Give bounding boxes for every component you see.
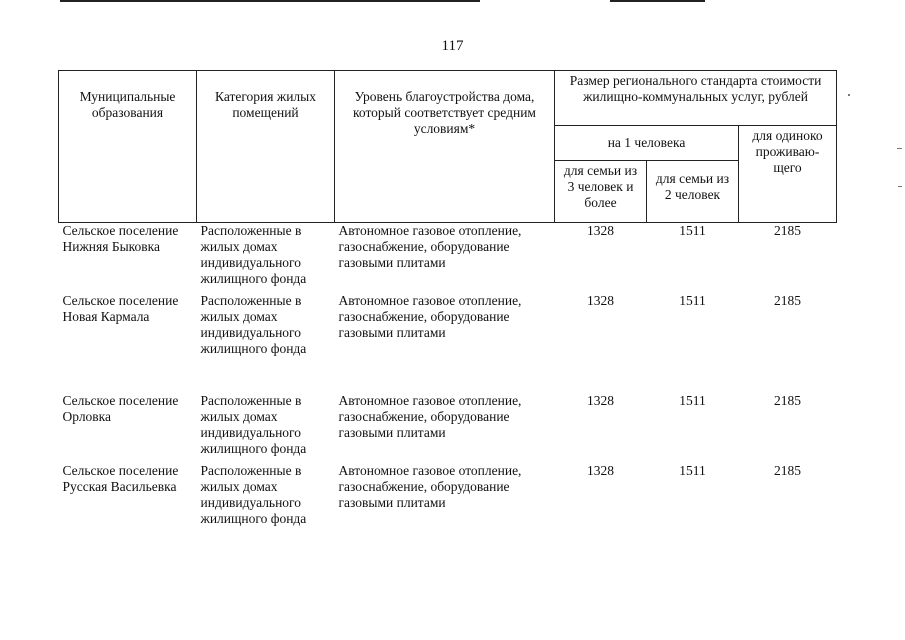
page-number: 117: [441, 38, 464, 54]
scan-dot: [848, 94, 850, 96]
cell-single: 2185: [774, 392, 802, 408]
cell-category: Расположенные в жилых домах индивидуального жилищного фонда: [200, 462, 307, 526]
header-municipality: Муниципальные образования: [59, 71, 197, 223]
cell-family-2: 1511: [679, 223, 706, 238]
cell-level: Автономное газовое отопление, газоснабжение, оборудование газовыми плитами: [338, 392, 522, 440]
table-row: [59, 293, 837, 393]
cell-single: 2185: [774, 223, 802, 238]
table-row: [59, 223, 837, 293]
header-level: Уровень благоустройства дома, который соответствует средним условиям*: [335, 71, 555, 223]
cell-level: Автономное газовое отопление, газоснабжение, оборудование газовыми плитами: [338, 223, 522, 270]
cell-municipality: Сельское поселение Орловка: [62, 392, 179, 424]
cell-family-2: 1511: [679, 292, 706, 308]
cell-family-3: 1328: [587, 292, 614, 308]
scan-dash: [898, 186, 902, 187]
scan-edge-line: [610, 0, 705, 2]
header-family-2: для семьи из 2 человек: [647, 161, 739, 223]
table-row: [59, 463, 837, 533]
cell-family-2: 1511: [679, 462, 706, 478]
cell-family-2: 1511: [679, 392, 706, 408]
cell-single: 2185: [774, 462, 802, 478]
housing-standard-table: [58, 70, 837, 533]
header-single: для одиноко проживаю-щего: [739, 126, 837, 223]
cell-family-3: 1328: [587, 392, 614, 408]
scan-edge-line: [60, 0, 480, 2]
scan-dash: [897, 148, 902, 149]
cell-municipality: Сельское поселение Нижняя Быковка: [62, 223, 179, 254]
header-standard: Размер регионального стандарта стоимости жилищно-коммунальных услуг, рублей: [555, 71, 837, 126]
header-category: Категория жилых помещений: [197, 71, 335, 223]
cell-municipality: Сельское поселение Русская Васильевка: [62, 462, 179, 494]
cell-level: Автономное газовое отопление, газоснабжение, оборудование газовыми плитами: [338, 462, 522, 510]
cell-family-3: 1328: [587, 462, 614, 478]
header-per-person: на 1 человека: [555, 126, 739, 161]
cell-municipality: Сельское поселение Новая Кармала: [62, 292, 179, 324]
cell-single: 2185: [774, 292, 802, 308]
table-row: [59, 393, 837, 463]
cell-family-3: 1328: [587, 223, 614, 238]
cell-level: Автономное газовое отопление, газоснабжение, оборудование газовыми плитами: [338, 292, 522, 340]
cell-category: Расположенные в жилых домах индивидуального жилищного фонда: [200, 392, 307, 456]
header-family-3: для семьи из 3 человек и более: [555, 161, 647, 223]
cell-category: Расположенные в жилых домах индивидуального жилищного фонда: [200, 292, 307, 356]
cell-category: Расположенные в жилых домах индивидуального жилищного фонда: [200, 223, 307, 286]
